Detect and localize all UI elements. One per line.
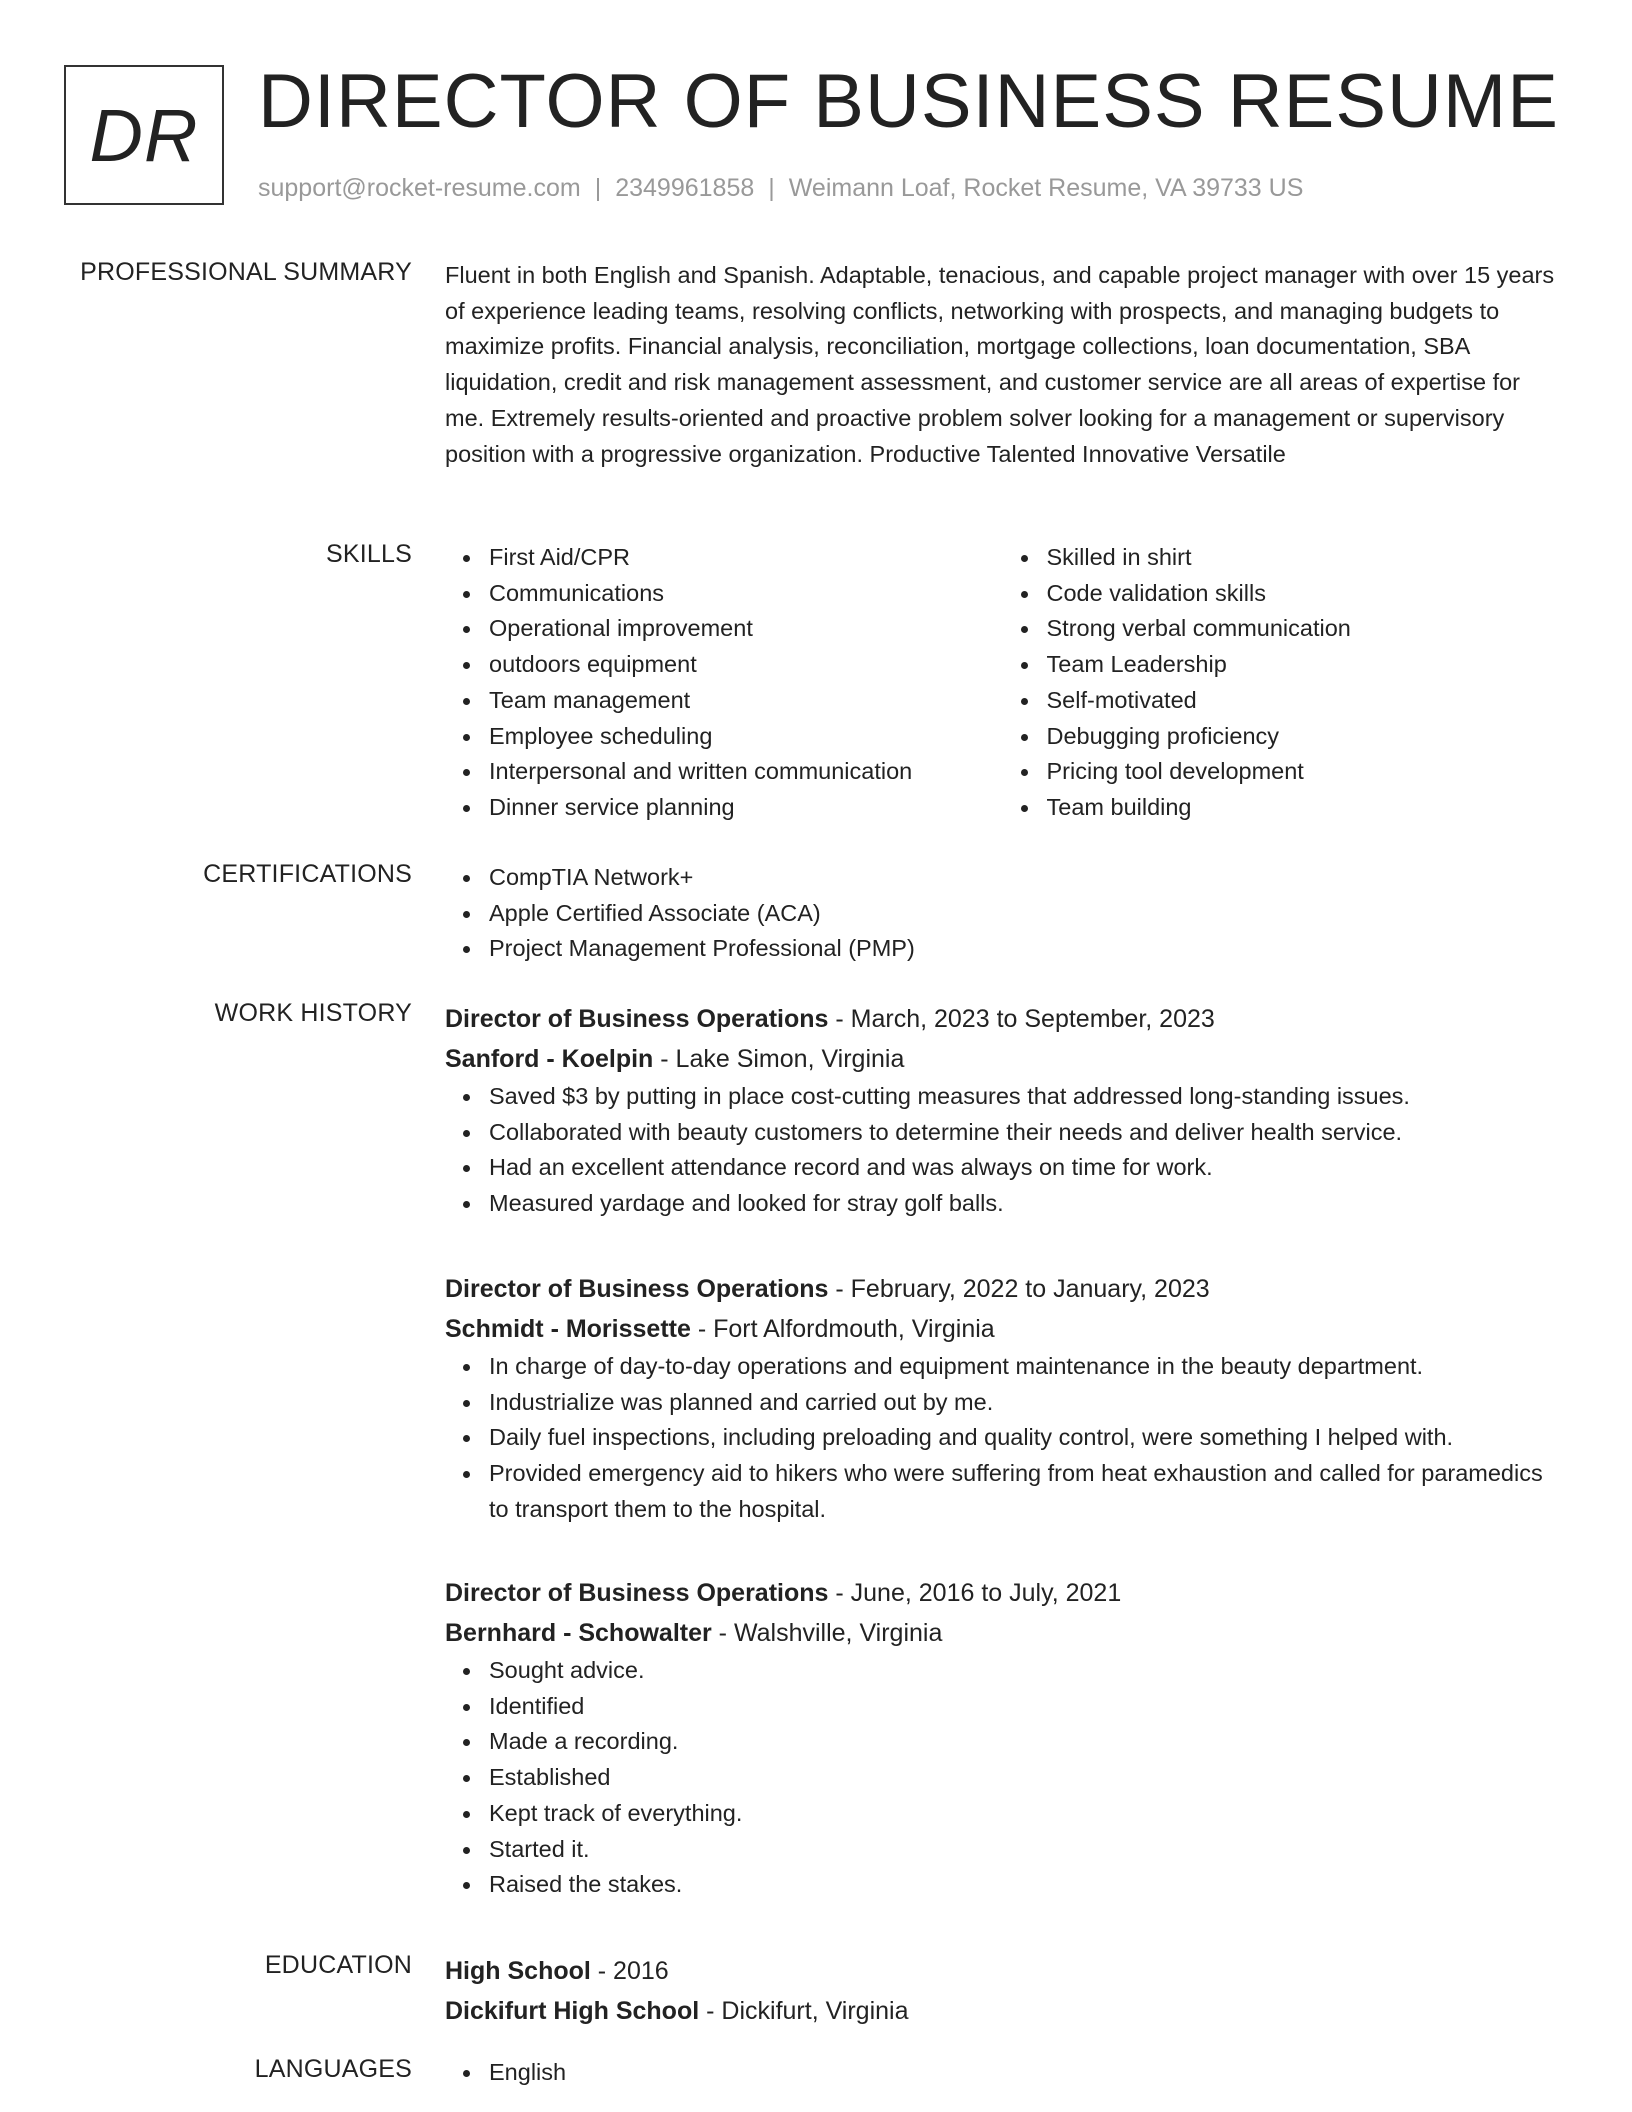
contact-separator: |	[594, 174, 602, 202]
list-item: Had an excellent attendance record and was always on time for work.	[489, 1150, 1560, 1186]
list-item: Team Leadership	[1047, 647, 1561, 683]
summary-text: Fluent in both English and Spanish. Adaptable, tenacious, and capable project manager with over 15 years of experience leading teams, resolving conflicts, networking with prospects, and managing budgets to maximize profits. Financial analysis, reconciliation, mortgage collections, loan documentation, SBA liquidation, credit and risk management assessment, and customer service are all areas of expertise for me. Extremely results-oriented and proactive problem solver looking for a management or supervisory position with a progressive organization. Productive Talented Innovative Versatile	[445, 262, 1555, 467]
education-year: - 2016	[590, 1957, 669, 1985]
list-item: Project Management Professional (PMP)	[489, 931, 1560, 967]
job-bullet-list	[445, 1653, 1560, 1903]
job-bullet-list	[445, 1079, 1560, 1222]
list-item: Team building	[1047, 790, 1561, 826]
list-item: Daily fuel inspections, including preloading and quality control, were something I helped with.	[489, 1420, 1560, 1456]
section-label-education: EDUCATION	[264, 1951, 412, 1979]
job-title: Director of Business Operations	[445, 1579, 829, 1607]
contact-separator: |	[768, 174, 775, 202]
job-location: - Walshville, Virginia	[711, 1619, 943, 1647]
section-label-summary: PROFESSIONAL SUMMARY	[80, 258, 412, 286]
list-item: Apple Certified Associate (ACA)	[489, 896, 1560, 932]
education-degree: High School	[445, 1957, 591, 1985]
monogram-box	[64, 65, 224, 205]
list-item: Collaborated with beauty customers to determine their needs and deliver health service.	[489, 1115, 1560, 1151]
education-location: - Dickifurt, Virginia	[699, 1997, 909, 2025]
job-company: Sanford - Koelpin	[445, 1045, 654, 1073]
list-item: In charge of day-to-day operations and equipment maintenance in the beauty department.	[489, 1349, 1560, 1385]
list-item: Kept track of everything.	[489, 1796, 1560, 1832]
job-company: Bernhard - Schowalter	[445, 1619, 712, 1647]
contact-address: Weimann Loaf, Rocket Resume, VA 39733 US	[788, 174, 1304, 202]
section-label-skills: SKILLS	[326, 540, 412, 568]
list-item: Raised the stakes.	[489, 1867, 1560, 1903]
contact-phone[interactable]: 2349961858	[615, 174, 755, 202]
education-school: Dickifurt High School	[445, 1997, 700, 2025]
certifications-list	[445, 860, 1560, 967]
list-item: Code validation skills	[1047, 576, 1561, 612]
job-dates: - February, 2022 to January, 2023	[828, 1275, 1210, 1303]
skills-list-right	[1003, 540, 1561, 826]
list-item: Saved $3 by putting in place cost-cutting measures that addressed long-standing issues.	[489, 1079, 1560, 1115]
skills-list-left	[445, 540, 1003, 826]
list-item: Made a recording.	[489, 1724, 1560, 1760]
list-item: First Aid/CPR	[489, 540, 1003, 576]
monogram-initials: DR	[89, 93, 199, 177]
job-dates: - June, 2016 to July, 2021	[828, 1579, 1122, 1607]
list-item: Strong verbal communication	[1047, 611, 1561, 647]
resume-title: DIRECTOR OF BUSINESS RESUME	[258, 59, 1559, 144]
job-entry	[445, 1573, 1560, 1903]
list-item: Established	[489, 1760, 1560, 1796]
list-item: Identified	[489, 1689, 1560, 1725]
list-item: Provided emergency aid to hikers who were suffering from heat exhaustion and called for paramedics to transport them to the hospital.	[489, 1456, 1560, 1527]
list-item: CompTIA Network+	[489, 860, 1560, 896]
job-entry	[445, 999, 1560, 1222]
list-item: Debugging proficiency	[1047, 719, 1561, 755]
list-item: Dinner service planning	[489, 790, 1003, 826]
job-company: Schmidt - Morissette	[445, 1315, 691, 1343]
section-label-languages: LANGUAGES	[254, 2055, 412, 2083]
list-item: Employee scheduling	[489, 719, 1003, 755]
job-bullet-list	[445, 1349, 1560, 1528]
list-item: Self-motivated	[1047, 683, 1561, 719]
list-item: Started it.	[489, 1832, 1560, 1868]
list-item: Measured yardage and looked for stray golf balls.	[489, 1186, 1560, 1222]
list-item: Communications	[489, 576, 1003, 612]
list-item: outdoors equipment	[489, 647, 1003, 683]
job-title: Director of Business Operations	[445, 1275, 829, 1303]
job-location: - Lake Simon, Virginia	[653, 1045, 905, 1073]
list-item: Industrialize was planned and carried out by me.	[489, 1385, 1560, 1421]
contact-line	[258, 174, 1303, 203]
job-dates: - March, 2023 to September, 2023	[828, 1005, 1215, 1033]
list-item: Pricing tool development	[1047, 754, 1561, 790]
list-item: Interpersonal and written communication	[489, 754, 1003, 790]
job-title: Director of Business Operations	[445, 1005, 829, 1033]
section-label-certifications: CERTIFICATIONS	[203, 860, 412, 888]
list-item: Sought advice.	[489, 1653, 1560, 1689]
section-label-work-history: WORK HISTORY	[214, 999, 412, 1027]
job-location: - Fort Alfordmouth, Virginia	[690, 1315, 995, 1343]
languages-list	[445, 2055, 1560, 2091]
list-item: Operational improvement	[489, 611, 1003, 647]
list-item: Skilled in shirt	[1047, 540, 1561, 576]
contact-email[interactable]: support@rocket-resume.com	[258, 174, 581, 202]
job-entry	[445, 1269, 1560, 1528]
list-item: English	[489, 2055, 1560, 2091]
list-item: Team management	[489, 683, 1003, 719]
